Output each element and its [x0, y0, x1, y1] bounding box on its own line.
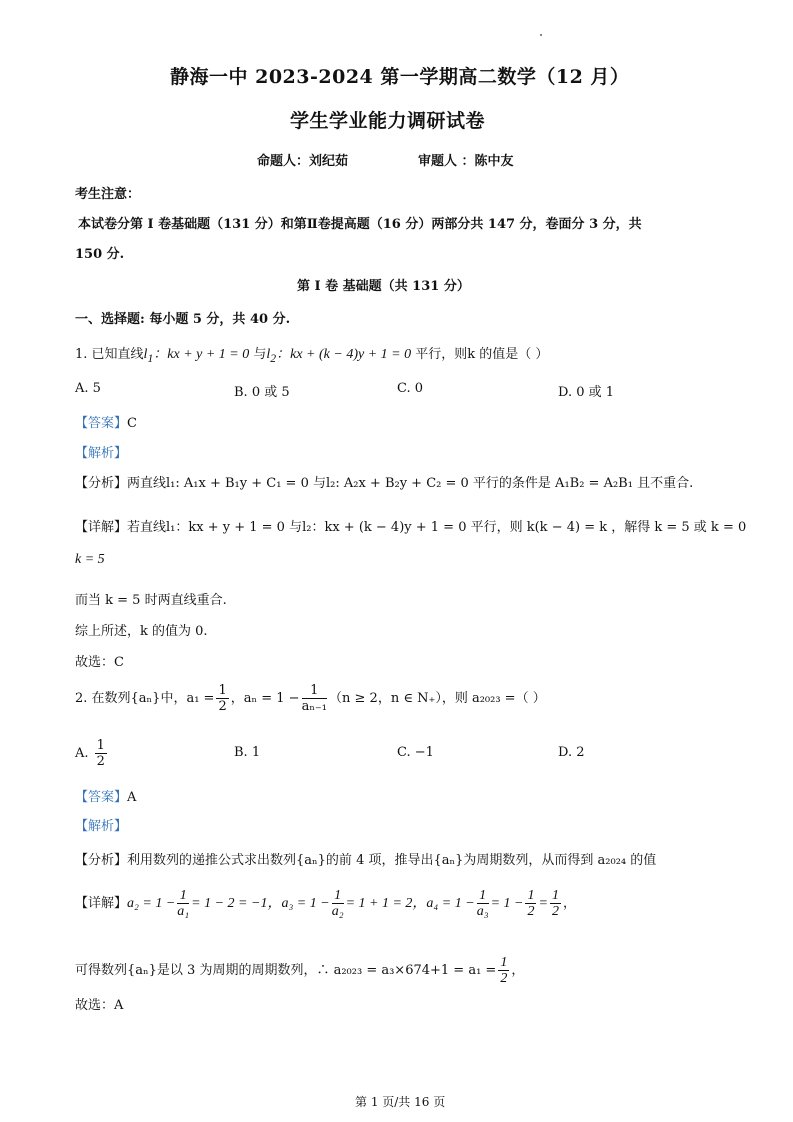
question-reviewer: 审题人 ：陈中友 [418, 154, 514, 169]
q1-l2 [266, 347, 412, 365]
q2-frac-1-den: 2 [218, 699, 227, 714]
q1-conclusion: 故选：C [75, 655, 124, 670]
q1-l1-eq: ：kx + y + 1 = 0 [153, 347, 250, 362]
exam-title: 静海一中 2023-2024 第一学期高二数学（12 月） [170, 66, 630, 88]
q2-d-eq: = [538, 896, 548, 911]
scan-dot [540, 34, 542, 36]
q2-d-frac-1-num: 1 [177, 888, 189, 904]
q2-answer-value: A [127, 790, 137, 805]
q2-d-frac-4-num: 1 [527, 888, 535, 903]
q1-fenxi [75, 472, 693, 491]
q2-period-num: 1 [500, 955, 508, 970]
notice-heading: 考生注意： [75, 187, 141, 202]
q2-option-b: B. 1 [234, 745, 261, 760]
q2-option-d: D. 2 [558, 745, 585, 760]
q2-fenxi [75, 849, 656, 868]
q1-detail-line-1: 若直线l₁：kx + y + 1 = 0 与l₂：kx + (k − 4)y + 1 = 0 平行，则 k(k − 4) = k ，解得 k = 5 或 k = 0 [127, 520, 747, 535]
q2-analysis-tag: 【解析】 [75, 819, 128, 834]
q2-d-frac-4-den: 2 [527, 904, 535, 919]
q2-d-end: ， [562, 896, 576, 911]
q2-d-frac-1 [177, 888, 189, 919]
q1-l2-eq: ：kx + (k − 4)y + 1 = 0 [276, 347, 412, 362]
q2-frac-1 [216, 683, 228, 714]
question-setter: 命题人：刘纪茹 [257, 154, 349, 169]
q1-answer-tag: 【答案】 [75, 416, 128, 431]
question-1-stem [75, 343, 548, 365]
q2-d-frac-2-den: a₂ [331, 904, 344, 919]
q2-conclusion: 故选：A [75, 998, 124, 1013]
q2-frac-1-num: 1 [218, 683, 227, 698]
notice-line-1: 本试卷分第 I 卷基础题（131 分）和第Ⅱ卷提高题（16 分）两部分共 147 分，卷面分 3 分，共 [78, 217, 642, 232]
q1-l2-sub: 2 [270, 351, 277, 365]
q1-detail-tag: 【详解】 [75, 520, 128, 535]
q2-mid: ，aₙ = 1 − [230, 691, 300, 706]
q1-detail-line-2: k = 5 [75, 552, 105, 567]
q2-d-frac-2 [332, 888, 344, 919]
q2-period-end: ， [511, 963, 525, 978]
q1-option-b: B. 0 或 5 [234, 385, 290, 400]
q2-prefix: 2. 在数列{aₙ}中，a₁ = [75, 691, 215, 706]
q2-d-frac-5-den: 2 [551, 904, 559, 919]
q1-answer [75, 412, 137, 431]
q1-l1 [143, 347, 250, 365]
q2-d-a2: a₂ = 1 − [127, 896, 176, 911]
q1-l2-label: l [266, 347, 271, 362]
q1-mid: 与 [253, 347, 267, 362]
q1-detail-line-3: 而当 k = 5 时两直线重合. [75, 593, 227, 608]
q2-d-frac-1-den: a₁ [177, 904, 190, 919]
notice-line-2: 150 分. [75, 247, 125, 262]
q1-fenxi-text: 两直线l₁: A₁x + B₁y + C₁ = 0 与l₂: A₂x + B₂y + C₂ = 0 平行的条件是 A₁B₂ = A₂B₁ 且不重合. [127, 476, 694, 491]
q2-answer-tag: 【答案】 [75, 790, 128, 805]
q2-frac-2 [302, 683, 327, 714]
q2-fenxi-text: 利用数列的递推公式求出数列{aₙ}的前 4 项，推导出{aₙ}为周期数列，从而得到 a₂₀₂₄ 的值 [127, 853, 657, 868]
q1-option-a: A. 5 [75, 381, 101, 396]
q2-frac-2-den: aₙ₋₁ [301, 699, 328, 714]
q1-l1-sub: 1 [147, 351, 154, 365]
q2-option-a [75, 738, 109, 769]
q1-option-d: D. 0 或 1 [558, 385, 615, 400]
q2-option-a-prefix: A. [75, 746, 89, 761]
section-title: 第 I 卷 基础题（共 131 分） [297, 279, 470, 294]
q1-suffix: 平行，则k 的值是（ ） [415, 347, 549, 362]
q2-d-frac-4 [525, 888, 536, 919]
q2-detail-tag: 【详解】 [75, 896, 128, 911]
q2-d-a4-mid: = 1 − [490, 896, 524, 911]
page-number: 第 1 页/共 16 页 [355, 1095, 446, 1109]
q2-d-frac-3-den: a₃ [476, 904, 489, 919]
q2-d-frac-3 [477, 888, 489, 919]
q1-analysis-tag: 【解析】 [75, 446, 128, 461]
q2-d-frac-5-num: 1 [551, 888, 559, 903]
q2-d-frac-3-num: 1 [477, 888, 489, 904]
q1-answer-value: C [127, 416, 137, 431]
q2-frac-2-num: 1 [302, 683, 327, 699]
q2-d-frac-2-num: 1 [332, 888, 344, 904]
q2-option-a-num: 1 [96, 738, 105, 753]
q1-detail-line-4: 综上所述，k 的值为 0. [75, 624, 208, 639]
q2-d-frac-5 [550, 888, 561, 919]
q1-fenxi-tag: 【分析】 [75, 476, 128, 491]
part-title: 一、选择题: 每小题 5 分，共 40 分. [75, 312, 291, 327]
q2-period-den: 2 [500, 971, 508, 986]
q2-d-a3-val: = 1 + 1 = 2，a₄ = 1 − [345, 896, 475, 911]
q2-answer [75, 786, 136, 805]
q2-period-frac [498, 955, 509, 986]
exam-subtitle: 学生学业能力调研试卷 [290, 110, 486, 132]
q2-option-a-den: 2 [96, 754, 105, 769]
q1-detail [75, 516, 746, 535]
q2-fenxi-tag: 【分析】 [75, 853, 128, 868]
q2-suffix: （n ≥ 2，n ∈ N₊），则 a₂₀₂₃ =（ ） [329, 691, 546, 706]
q1-option-c: C. 0 [397, 381, 424, 396]
question-2-stem [75, 683, 546, 714]
q1-prefix: 1. 已知直线 [75, 347, 144, 362]
q2-period-text: 可得数列{aₙ}是以 3 为周期的周期数列，∴ a₂₀₂₃ = a₃×674+1 = a₁ = [75, 963, 497, 978]
q2-option-c: C. −1 [397, 745, 434, 760]
q2-option-a-frac [95, 738, 107, 769]
q2-d-a2-val: = 1 − 2 = −1，a₃ = 1 − [191, 896, 330, 911]
q2-detail [75, 888, 576, 919]
q2-period [75, 955, 524, 986]
q1-l1-label: l [143, 347, 148, 362]
